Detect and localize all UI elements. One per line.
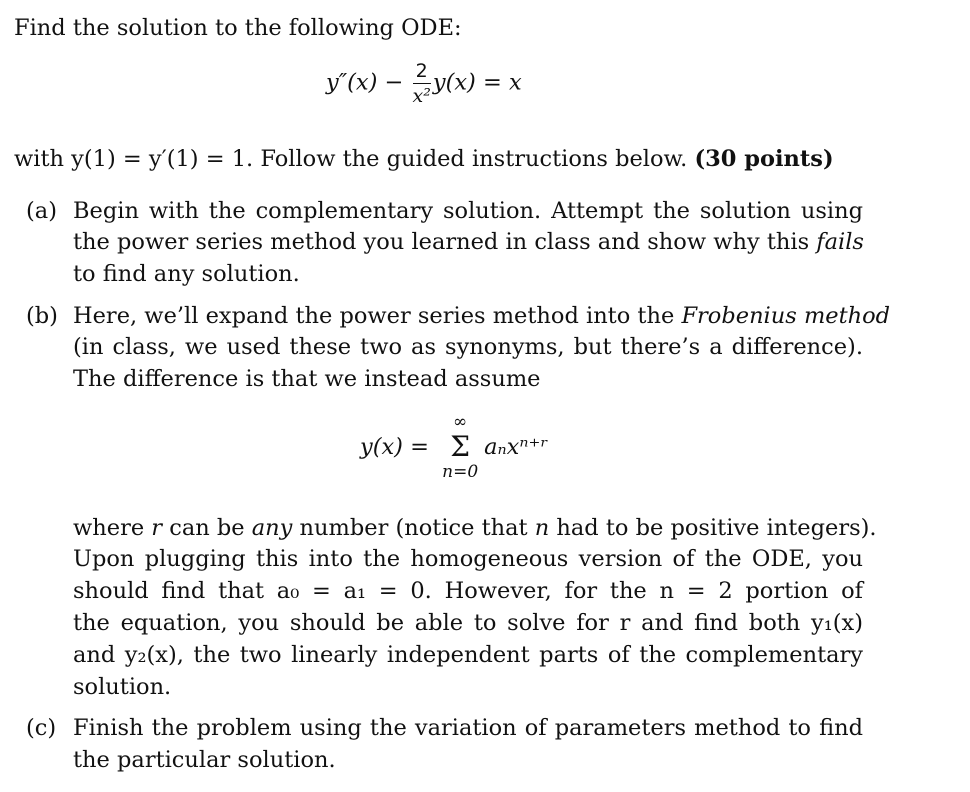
intro-text: Find the solution to the following ODE:	[14, 15, 462, 41]
part-a-line3: to find any solution.	[73, 261, 300, 287]
part-b-line1-text: Here, we’ll expand the power series method into the	[73, 303, 682, 329]
var-n: n	[534, 515, 550, 541]
part-b-line5: Upon plugging this into the homogeneous version of the ODE, you	[73, 546, 863, 572]
part-a-line2-text: the power series method you learned in class and show why this	[73, 229, 817, 255]
sum-upper-limit: ∞	[453, 412, 468, 432]
part-b-line8: and y₂(x), the two linearly independent parts of the complementary	[73, 642, 863, 668]
emph-any: any	[251, 515, 293, 541]
fraction-bar	[413, 83, 431, 84]
part-b-line6: should find that a₀ = a₁ = 0. However, for the n = 2 portion of	[73, 578, 863, 604]
text-span: had to be positive integers).	[549, 515, 877, 541]
sigma-symbol: Σ	[450, 430, 471, 463]
part-b-line7: the equation, you should be able to solve for r and find both y₁(x)	[73, 610, 863, 636]
ode-fraction	[413, 60, 431, 107]
part-b-line3: The difference is that we instead assume	[73, 366, 541, 392]
conditions-line	[14, 144, 834, 174]
text-span: number (notice that	[292, 515, 535, 541]
text-span: can be	[162, 515, 252, 541]
part-b-line9: solution.	[73, 674, 172, 700]
ode-fraction-numerator: 2	[415, 60, 428, 82]
ode-rhs: y(x) = x	[432, 69, 522, 96]
points-label: (30 points)	[694, 146, 834, 172]
ode-fraction-denominator: x²	[412, 85, 431, 107]
text-span: where	[73, 515, 152, 541]
sum-lower-limit: n=0	[442, 462, 479, 482]
part-c-line1: Finish the problem using the variation of parameters method to find	[73, 715, 863, 741]
var-r: r	[151, 515, 163, 541]
part-a-line1: Begin with the complementary solution. Attempt the solution using	[73, 198, 863, 224]
part-a-label: (a)	[26, 198, 57, 224]
part-b-line4	[73, 513, 877, 543]
summation	[442, 412, 478, 482]
frobenius-term: Frobenius method	[681, 303, 891, 329]
part-a-line2	[73, 227, 863, 257]
part-b-line1	[73, 301, 891, 331]
part-a-fails: fails	[816, 229, 864, 255]
part-b-label: (b)	[26, 303, 58, 329]
part-c-line2: the particular solution.	[73, 747, 336, 773]
ode-lhs: y″(x) −	[326, 69, 411, 96]
series-equation	[360, 412, 548, 482]
ode-equation	[326, 60, 522, 107]
series-lhs: y(x) =	[360, 434, 437, 460]
series-term: aₙxⁿ⁺ʳ	[484, 434, 549, 460]
part-c-label: (c)	[26, 715, 57, 741]
conditions-text: with y(1) = y′(1) = 1. Follow the guided instructions below.	[14, 146, 695, 172]
part-b-line2: (in class, we used these two as synonyms, but there’s a difference).	[73, 334, 863, 360]
